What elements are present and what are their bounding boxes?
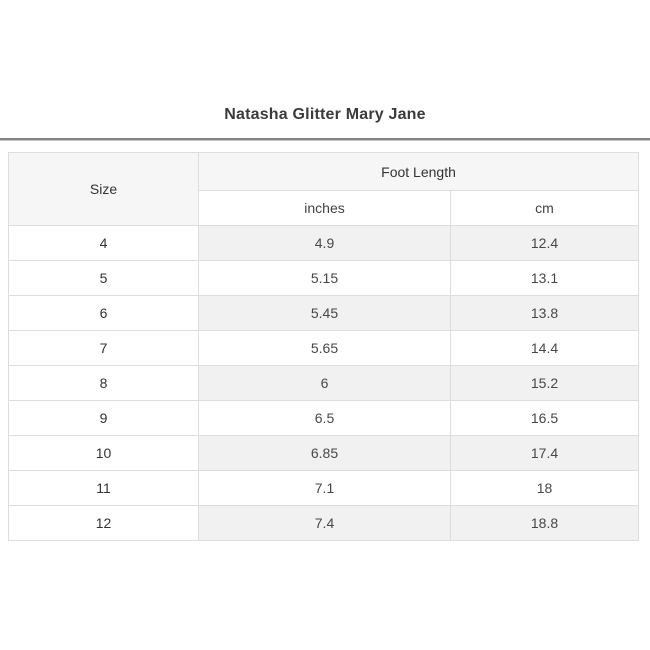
table-row-size-12 (9, 506, 639, 541)
cm-cell: 13.8 (451, 296, 639, 331)
inches-subheader: inches (199, 191, 451, 226)
cm-subheader: cm (451, 191, 639, 226)
size-cell: 12 (9, 506, 199, 541)
cm-cell: 12.4 (451, 226, 639, 261)
inches-cell: 7.4 (199, 506, 451, 541)
size-chart-table (8, 152, 639, 541)
cm-cell: 16.5 (451, 401, 639, 436)
cm-cell: 18 (451, 471, 639, 506)
table-row-size-9 (9, 401, 639, 436)
inches-cell: 5.15 (199, 261, 451, 296)
table-row-size-5 (9, 261, 639, 296)
cm-cell: 13.1 (451, 261, 639, 296)
cm-cell: 17.4 (451, 436, 639, 471)
size-cell: 5 (9, 261, 199, 296)
table-row-size-4 (9, 226, 639, 261)
inches-cell: 7.1 (199, 471, 451, 506)
table-row-size-10 (9, 436, 639, 471)
cm-cell: 15.2 (451, 366, 639, 401)
size-cell: 6 (9, 296, 199, 331)
header-group-row (9, 153, 639, 191)
size-cell: 8 (9, 366, 199, 401)
foot-length-group-header: Foot Length (199, 153, 639, 191)
inches-cell: 5.45 (199, 296, 451, 331)
size-cell: 4 (9, 226, 199, 261)
inches-cell: 5.65 (199, 331, 451, 366)
size-cell: 9 (9, 401, 199, 436)
table-row-size-6 (9, 296, 639, 331)
inches-cell: 6.5 (199, 401, 451, 436)
size-cell: 10 (9, 436, 199, 471)
size-column-header: Size (9, 153, 199, 226)
inches-cell: 6 (199, 366, 451, 401)
table-row-size-8 (9, 366, 639, 401)
cm-cell: 18.8 (451, 506, 639, 541)
table-row-size-11 (9, 471, 639, 506)
inches-cell: 4.9 (199, 226, 451, 261)
table-row-size-7 (9, 331, 639, 366)
page-title: Natasha Glitter Mary Jane (224, 106, 426, 123)
cm-cell: 14.4 (451, 331, 639, 366)
size-cell: 11 (9, 471, 199, 506)
title-divider (0, 138, 650, 141)
inches-cell: 6.85 (199, 436, 451, 471)
size-cell: 7 (9, 331, 199, 366)
